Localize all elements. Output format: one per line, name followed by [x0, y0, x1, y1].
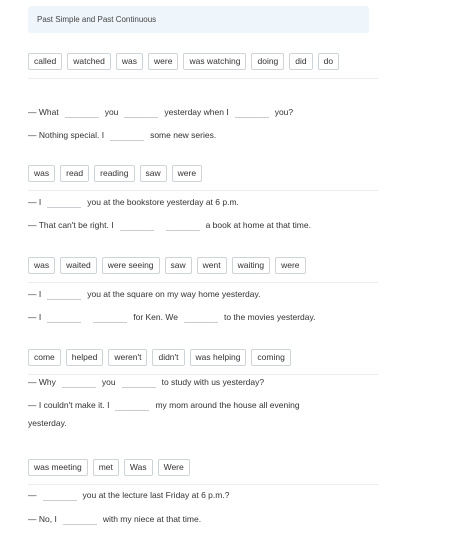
sentence-line [28, 217, 311, 233]
sentence-line [28, 374, 264, 390]
word-chip[interactable]: doing [251, 53, 284, 70]
exercise-title: Past Simple and Past Continuous [37, 15, 157, 24]
sentence-line [28, 127, 216, 143]
word-chip[interactable]: called [28, 53, 62, 70]
answer-blank[interactable] [122, 377, 156, 388]
sentence-text: yesterday when I [164, 107, 229, 117]
sentence-line [28, 415, 67, 431]
sentence-text: — Nothing special. I [28, 130, 105, 140]
sentence-text: some new series. [150, 130, 217, 140]
answer-blank[interactable] [235, 107, 269, 118]
word-chip[interactable]: waited [60, 257, 97, 274]
sentence-line [28, 511, 201, 527]
word-chip[interactable]: weren't [108, 349, 147, 366]
word-chip[interactable]: saw [165, 257, 192, 274]
word-chip[interactable]: do [318, 53, 339, 70]
sentence-text: — I couldn't make it. I [28, 400, 110, 410]
word-chip[interactable]: helped [66, 349, 104, 366]
word-chip[interactable]: did [289, 53, 312, 70]
sentence-text: — [28, 490, 37, 500]
answer-blank[interactable] [124, 107, 158, 118]
word-bank [28, 349, 378, 375]
sentence-text: to the movies yesterday. [223, 312, 316, 322]
word-chip[interactable]: were [148, 53, 178, 70]
sentence-text: with my niece at that time. [102, 514, 202, 524]
word-chip[interactable]: were [172, 165, 202, 182]
answer-blank[interactable] [93, 312, 127, 323]
sentence-text: you at the lecture last Friday at 6 p.m.? [82, 490, 230, 500]
sentence-text: you [101, 377, 116, 387]
word-chip[interactable]: coming [251, 349, 290, 366]
sentence-text: for Ken. We [133, 312, 178, 322]
sentence-line [28, 194, 239, 210]
sentence-text: you [104, 107, 119, 117]
word-bank [28, 53, 378, 79]
answer-blank[interactable] [115, 400, 149, 411]
word-chip[interactable]: was [28, 165, 55, 182]
sentence-line [28, 309, 315, 325]
sentence-text: to study with us yesterday? [161, 377, 265, 387]
sentence-line [28, 286, 260, 302]
word-chip[interactable]: watched [67, 53, 111, 70]
answer-blank[interactable] [47, 312, 81, 323]
exercise-title-bar [28, 6, 369, 33]
word-chip[interactable]: Were [158, 459, 190, 476]
word-chip[interactable]: were [275, 257, 305, 274]
sentence-text: you at the bookstore yesterday at 6 p.m. [87, 197, 239, 207]
answer-blank[interactable] [63, 514, 97, 525]
word-chip[interactable]: Was [124, 459, 153, 476]
word-chip[interactable]: read [60, 165, 89, 182]
answer-blank[interactable] [120, 220, 154, 231]
word-chip[interactable]: saw [140, 165, 167, 182]
sentence-text: a book at home at that time. [205, 220, 311, 230]
word-chip[interactable]: come [28, 349, 61, 366]
sentence-text: — Why [28, 377, 56, 387]
answer-blank[interactable] [47, 289, 81, 300]
word-chip[interactable]: waiting [232, 257, 270, 274]
word-chip[interactable]: met [93, 459, 119, 476]
word-bank [28, 257, 378, 283]
exercise-block [28, 349, 378, 428]
sentence-text: — I [28, 312, 42, 322]
exercise-block [28, 165, 378, 230]
answer-blank[interactable] [110, 130, 144, 141]
word-chip[interactable]: reading [94, 165, 134, 182]
sentence-text: you at the square on my way home yesterday. [87, 289, 261, 299]
sentence-text: — I [28, 289, 42, 299]
sentence-text: — What [28, 107, 59, 117]
word-chip[interactable]: was [28, 257, 55, 274]
sentence-text: — I [28, 197, 42, 207]
exercise-block [28, 53, 378, 140]
word-bank [28, 459, 378, 485]
word-chip[interactable]: didn't [152, 349, 184, 366]
sentence-text: — No, I [28, 514, 57, 524]
answer-blank[interactable] [62, 377, 96, 388]
word-chip[interactable]: was meeting [28, 459, 88, 476]
sentence-line [28, 487, 229, 503]
sentence-line [28, 104, 293, 120]
word-chip[interactable]: was helping [190, 349, 247, 366]
sentence-text: you? [274, 107, 294, 117]
exercise-block [28, 459, 378, 524]
answer-blank[interactable] [47, 197, 81, 208]
word-chip[interactable]: was [116, 53, 143, 70]
sentence-line [28, 397, 300, 413]
sentence-text: my mom around the house all evening [155, 400, 300, 410]
word-chip[interactable]: went [197, 257, 227, 274]
answer-blank[interactable] [184, 312, 218, 323]
answer-blank[interactable] [43, 490, 77, 501]
word-bank [28, 165, 378, 191]
sentence-text: yesterday. [28, 418, 67, 428]
answer-blank[interactable] [166, 220, 200, 231]
answer-blank[interactable] [65, 107, 99, 118]
sentence-text: — That can't be right. I [28, 220, 114, 230]
word-chip[interactable]: were seeing [102, 257, 160, 274]
word-chip[interactable]: was watching [183, 53, 246, 70]
exercise-block [28, 257, 378, 322]
